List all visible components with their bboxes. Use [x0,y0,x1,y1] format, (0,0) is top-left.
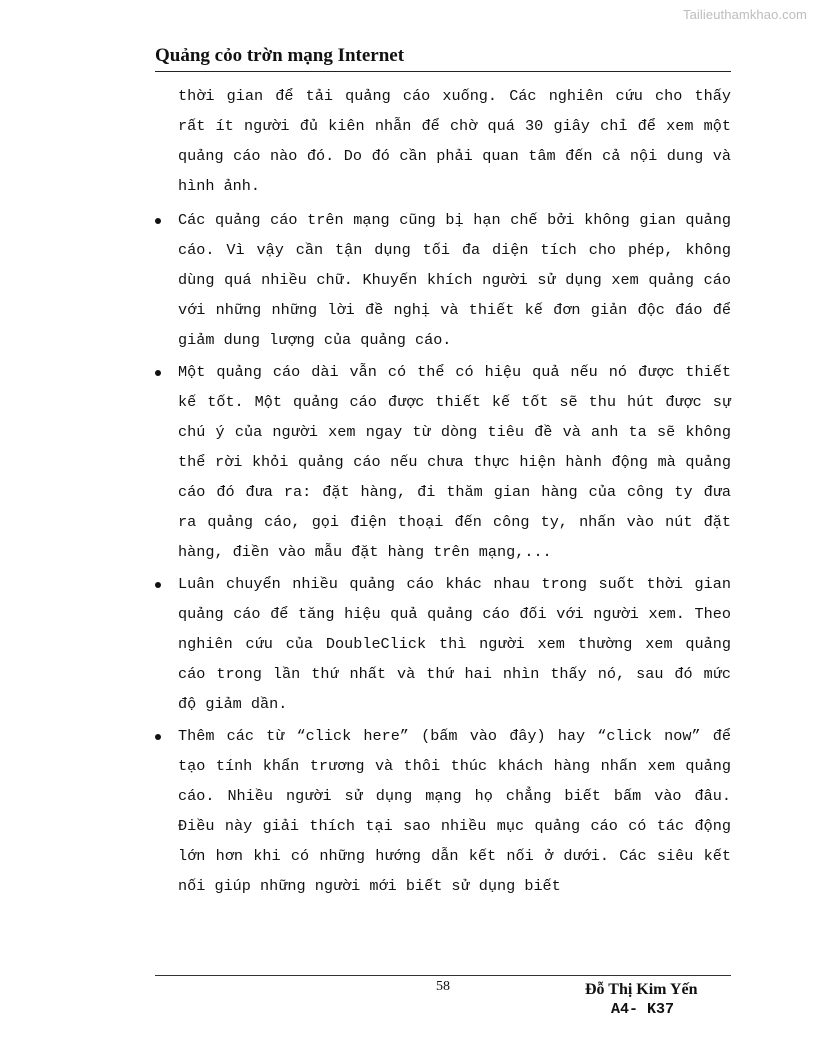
document-header-title: Quảng cỏo trờn mạng Internet [155,45,405,66]
bullet-item [155,357,731,567]
bullet-item [155,569,731,719]
class-code: A4- K37 [611,1001,675,1018]
bullet-icon [155,370,161,376]
bullet-text: Luân chuyển nhiều quảng cáo khác nhau trong suốt thời gian quảng cáo để tăng hiệu quả quảng cáo đối với người xem. Theo nghiên cứu của DoubleClick thì người xem thường xem quảng cáo trong lần thứ nhất và thứ hai nhìn thấy nó, sau đó mức độ giảm dần. [178,575,731,713]
bullet-text: Một quảng cáo dài vẫn có thể có hiệu quả nếu nó được thiết kế tốt. Một quảng cáo được thiết kế tốt sẽ thu hút được sự chú ý của người xem ngay từ dòng tiêu đề và anh ta sẽ không thể rời khỏi quảng cáo nếu chưa thực hiện hành động mà quảng cáo đó đưa ra: đặt hàng, đi thăm gian hàng của công ty đưa ra quảng cáo, gọi điện thoại đến công ty, nhấn vào nút đặt hàng, điền vào mẫu đặt hàng trên mạng,... [178,363,731,561]
bullet-icon [155,218,161,224]
bullet-item [155,721,731,901]
watermark-text: Tailieuthamkhao.com [682,7,807,22]
bullet-icon [155,582,161,588]
continuation-paragraph: thời gian để tải quảng cáo xuống. Các nghiên cứu cho thấy rất ít người đủ kiên nhẫn để chờ quá 30 giây chỉ để xem một quảng cáo nào đó. Do đó cần phải quan tâm đến cả nội dung và hình ảnh. [178,87,731,195]
page-number: 58 [436,979,450,994]
bullet-text: Thêm các từ “click here” (bấm vào đây) hay “click now” để tạo tính khẩn trương và thôi thúc khách hàng nhấn xem quảng cáo. Nhiều người sử dụng mạng họ chẳng biết bấm vào đâu. Điều này giải thích tại sao nhiều mục quảng cáo có tác động lớn hơn khi có những hướng dẫn kết nối ở dưới. Các siêu kết nối giúp những người mới biết sử dụng biết [178,727,731,895]
header-divider [155,71,731,72]
footer-divider [155,975,731,976]
bullet-icon [155,734,161,740]
bullet-item [155,205,731,355]
bullet-text: Các quảng cáo trên mạng cũng bị hạn chế bởi không gian quảng cáo. Vì vậy cần tận dụng tối đa diện tích cho phép, không dùng quá nhiều chữ. Khuyến khích người sử dụng xem quảng cáo với những những lời đề nghị và thiết kế đơn giản độc đáo để giảm dung lượng của quảng cáo. [178,211,731,349]
document-body [155,81,731,903]
author-name: Đỗ Thị Kim Yến [585,981,698,998]
